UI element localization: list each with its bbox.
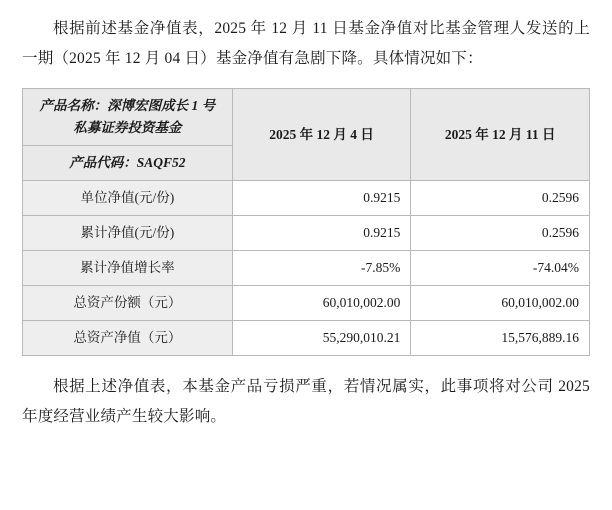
row-value-total-shares-d2: 60,010,002.00 — [411, 286, 590, 321]
row-value-growth-rate-d1: -7.85% — [232, 251, 411, 286]
product-name-cell — [23, 89, 233, 146]
row-value-growth-rate-d2: -74.04% — [411, 251, 590, 286]
row-value-total-net-assets-d1: 55,290,010.21 — [232, 321, 411, 356]
column-header-date-1 — [232, 89, 411, 181]
table-row — [23, 286, 590, 321]
row-label-growth-rate: 累计净值增长率 — [23, 251, 233, 286]
row-value-total-shares-d1: 60,010,002.00 — [232, 286, 411, 321]
column-header-date-1-label: 2025 年 12 月 4 日 — [269, 126, 374, 142]
product-code-label: 产品代码：SAQF52 — [69, 155, 186, 170]
conclusion-paragraph: 根据上述净值表，本基金产品亏损严重，若情况属实，此事项将对公司 2025 年度经营业绩产生较大影响。 — [22, 378, 590, 425]
row-label-cumulative-nav: 累计净值(元/份) — [23, 216, 233, 251]
table-row — [23, 321, 590, 356]
column-header-date-2 — [411, 89, 590, 181]
column-header-date-2-label: 2025 年 12 月 11 日 — [444, 126, 556, 142]
table-row — [23, 89, 590, 146]
row-value-unit-nav-d1: 0.9215 — [232, 181, 411, 216]
row-value-cumulative-nav-d1: 0.9215 — [232, 216, 411, 251]
row-value-total-net-assets-d2: 15,576,889.16 — [411, 321, 590, 356]
table-row — [23, 216, 590, 251]
row-label-total-shares: 总资产份额（元） — [23, 286, 233, 321]
table-row — [23, 251, 590, 286]
row-value-unit-nav-d2: 0.2596 — [411, 181, 590, 216]
table-row — [23, 181, 590, 216]
product-code-cell — [23, 146, 233, 181]
product-name-label: 产品名称：深博宏图成长 1 号 — [39, 98, 216, 113]
row-label-unit-nav: 单位净值(元/份) — [23, 181, 233, 216]
product-name-label-line2: 私募证券投资基金 — [73, 120, 182, 135]
row-label-total-net-assets: 总资产净值（元） — [23, 321, 233, 356]
intro-paragraph: 根据前述基金净值表，2025 年 12 月 11 日基金净值对比基金管理人发送的上一期（2025 年 12 月 04 日）基金净值有急剧下降。具体情况如下： — [22, 20, 590, 67]
row-value-cumulative-nav-d2: 0.2596 — [411, 216, 590, 251]
fund-nav-table — [22, 88, 590, 356]
